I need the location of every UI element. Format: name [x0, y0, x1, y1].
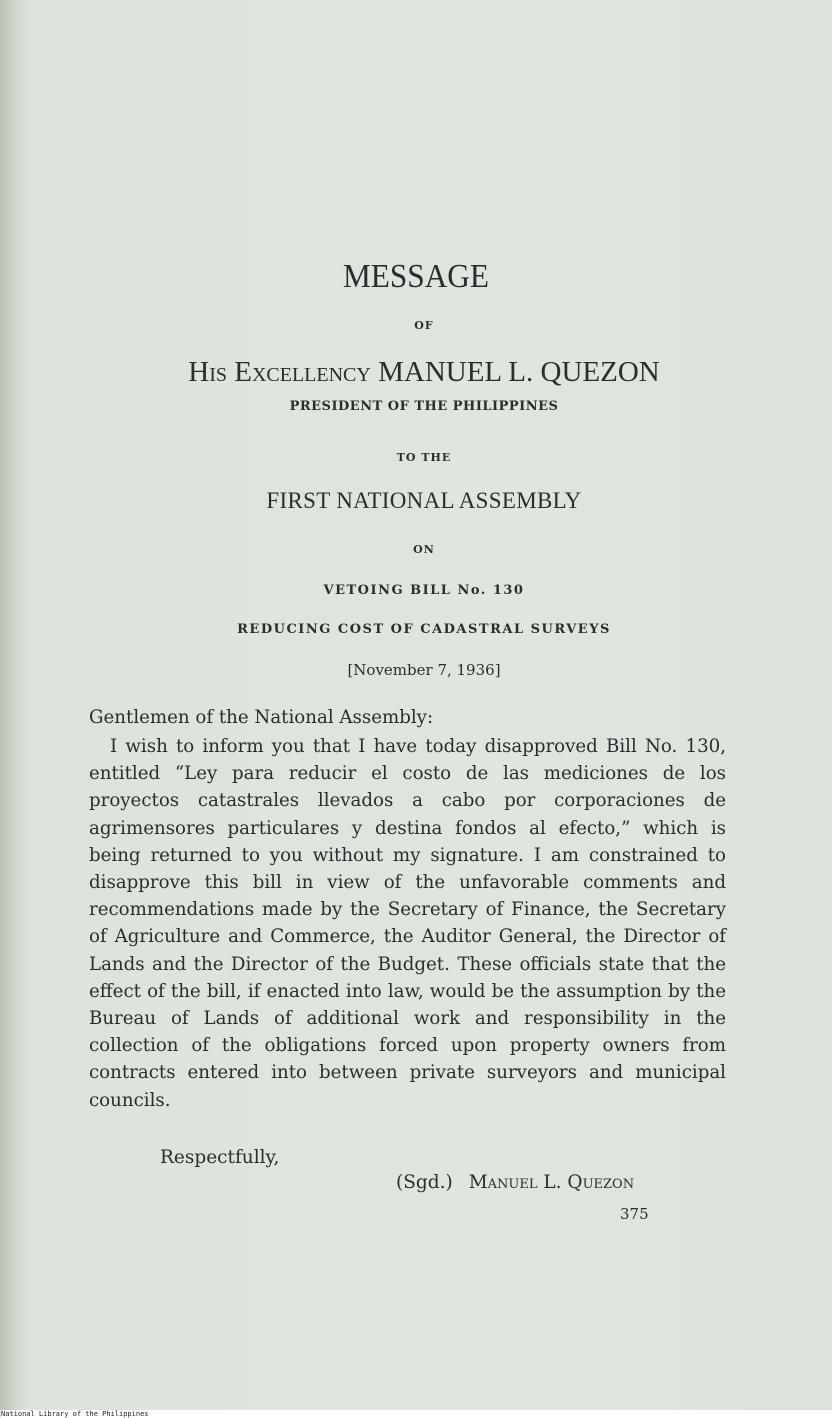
library-watermark: National Library of the Philippines	[1, 1410, 832, 1418]
salutation: Gentlemen of the National Assembly:	[89, 707, 434, 728]
page-number: 375	[620, 1205, 649, 1223]
to-the-label: TO THE	[396, 451, 452, 464]
message-title: MESSAGE	[342, 258, 489, 295]
message-date: [November 7, 1936]	[347, 661, 501, 679]
signer-name: Manuel L. Quezon	[468, 1172, 635, 1193]
on-label: ON	[413, 543, 435, 556]
closing: Respectfully,	[160, 1147, 280, 1168]
president-name: MANUEL L. QUEZON	[378, 356, 660, 388]
signature-line	[396, 1172, 634, 1193]
excellency-prefix: His Excellency	[188, 356, 371, 388]
excellency-line	[8, 356, 832, 389]
of-label: OF	[414, 319, 434, 332]
subject-heading: REDUCING COST OF CADASTRAL SURVEYS	[237, 622, 611, 637]
body-paragraph: I wish to inform you that I have today disapproved Bill No. 130, entitled “Ley para reducir el costo de las mediciones de los proyectos catastrales llevados a cabo por corporaciones de agrimensores particulares y destina fondos al efecto,” which is being returned to you without my signature. I am constrained to disapprove this bill in view of the unfavorable comments and recommendations made by the Secretary of Finance, the Secretary of Agriculture and Commerce, the Auditor General, the Director of Lands and the Director of the Budget. These officials state that the effect of the bill, if enacted into law, would be the assumption by the Bureau of Lands of additional work and responsibility in the collection of the obligations forced upon property owners from contracts entered into between private surveyors and municipal councils.	[89, 736, 726, 1111]
president-position: PRESIDENT OF THE PHILIPPINES	[289, 399, 559, 414]
bill-heading: VETOING BILL No. 130	[323, 583, 525, 598]
assembly-heading: FIRST NATIONAL ASSEMBLY	[266, 488, 582, 513]
sgd-label: (Sgd.)	[396, 1172, 453, 1193]
